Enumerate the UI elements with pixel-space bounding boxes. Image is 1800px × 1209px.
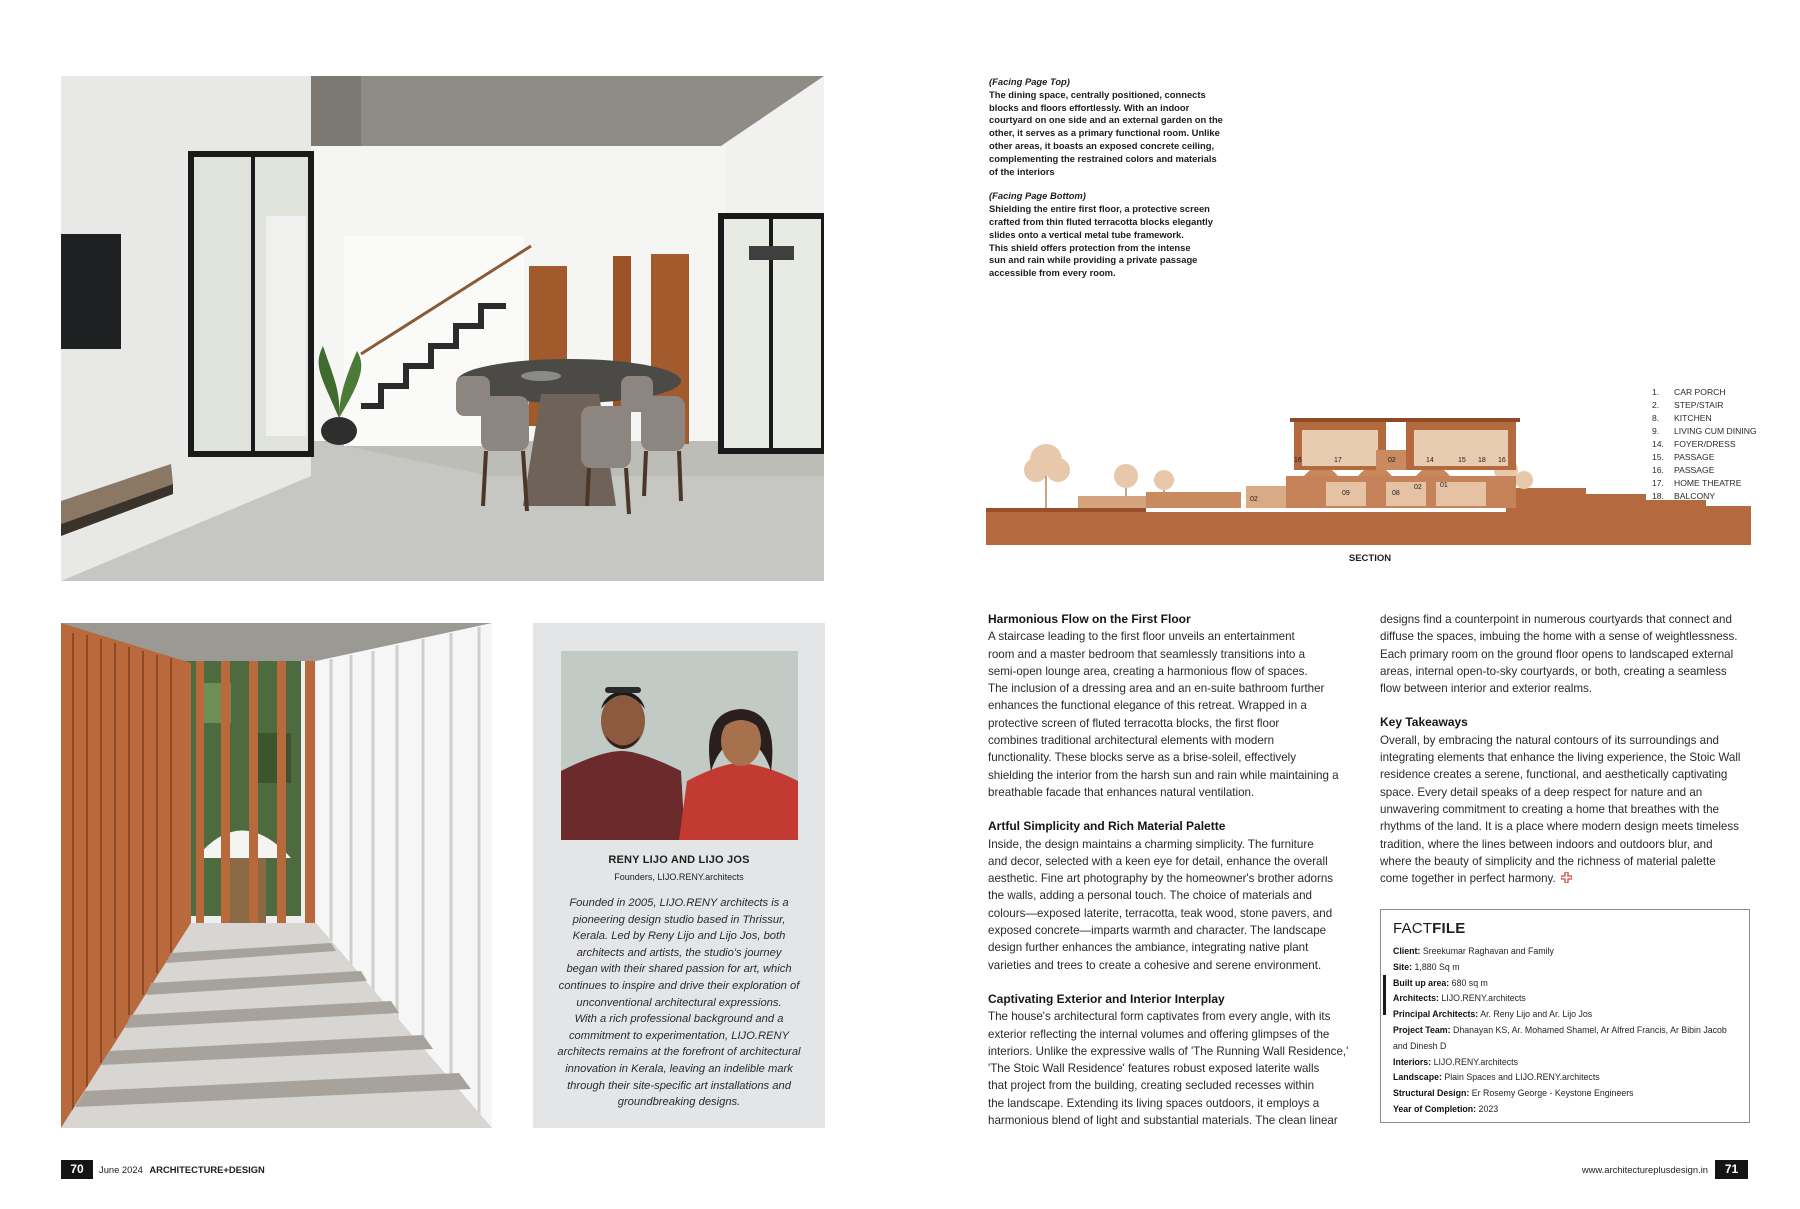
architect-profile-box [533, 623, 825, 1128]
room-tag: 02 [1414, 484, 1422, 491]
legend-item: 16. PASSAGE [1652, 465, 1715, 475]
footer-left [99, 1162, 265, 1178]
fact-item: Year of Completion: 2023 [1393, 1103, 1499, 1114]
article-continuation: designs find a counterpoint in numerous courtyards that connect and diffuse the spaces, imbuing the home with a sense of weightlessness. Each primary room on the ground floor opens to landscaped external areas, internal open-to-sky courtyards, or both, creating a seamless flow between interior and exterior realms. [1380, 613, 1738, 696]
page-number-left: 70 [61, 1160, 93, 1179]
fact-item: Built up area: 680 sq m [1393, 977, 1488, 988]
fact-file-accent-bar [1383, 975, 1386, 1015]
terracotta-screen-illustration [61, 623, 492, 1128]
page-number-right: 71 [1715, 1160, 1748, 1179]
room-tag: 17 [1334, 457, 1342, 464]
caption-top-text: The dining space, centrally positioned, connects blocks and floors effortlessly. With an indoor courtyard on one side and an external garden on the other, it serves as a primary functional room. Unlike other areas, it boasts an exposed concrete ceiling, complementing the restrained colors and materials of the interiors [989, 88, 1223, 177]
room-tag: 18 [1478, 457, 1486, 464]
fact-item: Client: Sreekumar Raghavan and Family [1393, 946, 1554, 956]
section-body: The house's architectural form captivates from every angle, with its exterior reflecting the internal volumes and offering glimpses of the interiors. Unlike the expressive walls of 'The Running Wall Residence,' 'The Stoic Wall Residence' features robust exposed laterite walls that project from the building, creating secluded recesses within the landscape. Extending its living spaces outdoors, it employs a harmonious blend of light and substantial materials. The clean linear [988, 1010, 1349, 1128]
room-tag: 02 [1388, 457, 1396, 464]
fact-item: Site: 1,880 Sq m [1393, 961, 1460, 972]
caption-top-heading: (Facing Page Top) [989, 76, 1070, 87]
dining-room-photo [61, 76, 824, 581]
legend-item: 14. FOYER/DRESS [1652, 439, 1736, 449]
fact-item: Landscape: Plain Spaces and LIJO.RENY.architects [1393, 1072, 1600, 1083]
fact-item: Architects: LIJO.RENY.architects [1393, 993, 1526, 1004]
end-mark-icon [1561, 872, 1572, 883]
takeaways-body: Overall, by embracing the natural contours of its surroundings and integrating elements that enhance the living experience, the Stoic Wall residence creates a serene, functional, and aesthetically captivating space. Every detail speaks of a deep respect for nature and an unwavering commitment to creating a home that breathes with the rhythms of the land. It is a place where modern design meets timeless tradition, where the lines between indoors and outdoors blur, and where the beauty of simplicity and the richness of material palette come together in perfect harmony. [1380, 733, 1741, 886]
room-tag: 15 [1458, 457, 1466, 464]
room-tag: 14 [1426, 457, 1434, 464]
photo-captions [989, 76, 1229, 280]
caption-bottom-heading: (Facing Page Bottom) [989, 190, 1086, 202]
issue-date: June 2024 [99, 1164, 143, 1175]
article-column-left [988, 611, 1358, 1129]
fact-file-title: FACTFILE [1393, 920, 1466, 937]
magazine-name: ARCHITECTURE+DESIGN [149, 1164, 265, 1175]
profile-bio: Founded in 2005, LIJO.RENY architects is a pioneering design studio based in Thrissur, Kerala. Led by Reny Lijo and Lijo Jos, both architects and artists, the studio's journey began with their shared passion for art, which continues to inspire and drive their exploration of unconventional architectural expressions. With a rich professional background and a commitment to experimentation, LIJO.RENY architects remains at the forefront of architectural innovation in Kerala, leaving an indelible mark through their site-specific art installations and groundbreaking designs. [557, 897, 801, 1109]
takeaways-heading: Key Takeaways [1380, 715, 1468, 730]
section-heading: Harmonious Flow on the First Floor [988, 612, 1191, 626]
caption-bottom-text: Shielding the entire first floor, a protective screen crafted from thin fluted terracotta blocks elegantly slides onto a vertical metal tube framework. This shield offers protection from the intense sun and rain while providing a private passage accessible from every room. [989, 203, 1214, 279]
fact-item: Principal Architects: Ar. Reny Lijo and Ar. Lijo Jos [1393, 1009, 1593, 1020]
room-tag: 16 [1294, 457, 1302, 464]
section-legend [1652, 386, 1757, 503]
profile-role: Founders, LIJO.RENY.architects [614, 872, 744, 882]
website-url[interactable]: www.architectureplusdesign.in [1581, 1164, 1708, 1175]
legend-item: 17. HOME THEATRE [1652, 478, 1742, 488]
legend-item: 15. PASSAGE [1652, 452, 1715, 462]
architects-portrait [561, 651, 798, 840]
section-room-tags [986, 400, 1751, 548]
terracotta-screen-photo [61, 623, 492, 1128]
dining-room-illustration [61, 76, 824, 581]
fact-item: Structural Design: Er Rosemy George - Keystone Engineers [1393, 1088, 1634, 1099]
legend-item: 8. KITCHEN [1652, 413, 1712, 423]
section-body: Inside, the design maintains a charming simplicity. The furniture and decor, selected with a keen eye for detail, enhance the overall aesthetic. Fine art photography by the homeowner's brother adorns the walls, adding a personal touch. The choice of materials and colours—exposed laterite, terracotta, teak wood, stone pavers, and exposed concrete—imparts warmth and character. The landscape design further enhances the ambiance, integrating native plant varieties and trees to create a cohesive and serene environment. [988, 837, 1334, 972]
legend-item: 2. STEP/STAIR [1652, 400, 1724, 410]
fact-item: Interiors: LIJO.RENY.architects [1393, 1056, 1519, 1067]
legend-item: 18. BALCONY [1652, 491, 1716, 501]
section-heading: Captivating Exterior and Interior Interplay [988, 991, 1225, 1006]
section-label: SECTION [1348, 553, 1392, 564]
room-tag: 01 [1440, 482, 1448, 489]
profile-name: RENY LIJO AND LIJO JOS [608, 854, 750, 866]
section-body: A staircase leading to the first floor unveils an entertainment room and a master bedroom that seamlessly transitions into a semi-open lounge area, creating a harmonious flow of spaces. The inclusion of a dressing area and an en-suite bathroom further enhances the functional elegance of this retreat. Wrapped in a protective screen of fluted terracotta blocks, the first floor combines traditional architectural elements with modern functionality. These blocks serve as a brise-soleil, effectively shielding the interior from the harsh sun and rain while maintaining a breathable facade that enhances natural ventilation. [988, 630, 1339, 799]
room-tag: 02 [1250, 496, 1258, 503]
room-tag: 16 [1498, 457, 1506, 464]
architects-portrait-illustration [561, 651, 798, 840]
legend-item: 9. LIVING CUM DINING [1652, 426, 1757, 436]
fact-file-box [1380, 909, 1750, 1123]
fact-item: Project Team: Dhanayan KS, Ar. Mohamed Shamel, Ar Alfred Francis, Ar Bibin Jacob and Dinesh D [1393, 1024, 1727, 1051]
room-tag: 08 [1392, 490, 1400, 497]
fact-file-list [1393, 944, 1739, 1118]
legend-item: 1. CAR PORCH [1652, 387, 1726, 397]
article-column-right [1380, 611, 1752, 887]
section-heading: Artful Simplicity and Rich Material Palette [988, 819, 1226, 834]
room-tag: 09 [1342, 490, 1350, 497]
